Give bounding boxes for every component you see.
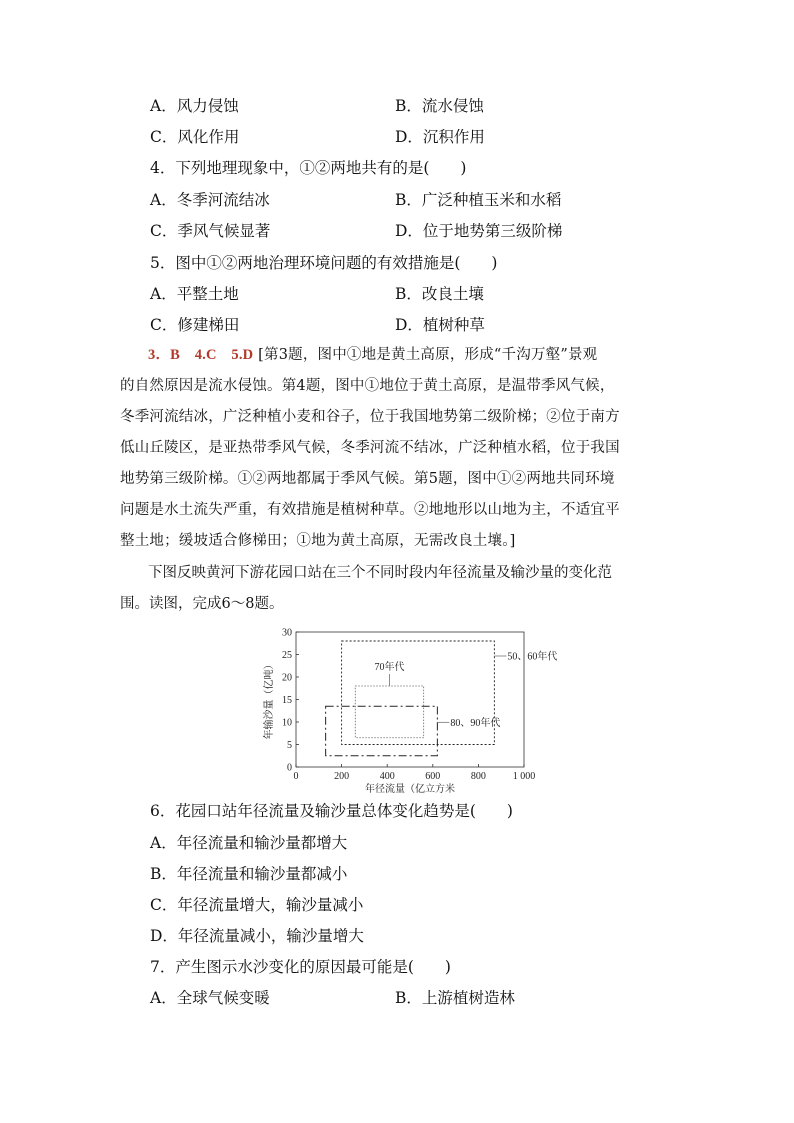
intro-line-1: 下图反映黄河下游花园口站在三个不同时段内年径流量及输沙量的变化范 [148, 565, 612, 581]
x-tick-label: 800 [470, 771, 486, 782]
intro-text [120, 558, 680, 620]
y-tick-label: 20 [282, 672, 292, 684]
q6-option-a: A．年径流量和输沙量都增大 [150, 834, 348, 852]
q4-stem: 4．下列地理现象中，①②两地共有的是( ) [150, 159, 467, 177]
y-tick-label: 30 [282, 627, 292, 639]
answer-line: 冬季河流结冰，广泛种植小麦和谷子，位于我国地势第二级阶梯；②位于南方 [120, 409, 620, 425]
q7-option-a: A．全球气候变暖 [150, 989, 270, 1007]
q3-option-c: C．风化作用 [150, 128, 240, 146]
q4-option-a: A．冬季河流结冰 [150, 191, 270, 209]
q5-stem: 5．图中①②两地治理环境问题的有效措施是( ) [150, 254, 498, 272]
q6-option-d: D．年径流量减小，输沙量增大 [150, 927, 364, 945]
answer-line: 的自然原因是流水侵蚀。第4题，图中①地位于黄土高原，是温带季风气候， [120, 378, 615, 394]
x-tick-label: 0 [293, 771, 299, 782]
q3-option-b: B．流水侵蚀 [395, 97, 484, 115]
q5-option-d: D．植树种草 [395, 316, 485, 334]
series-label: 50、60年代 [507, 651, 558, 663]
q5-option-c: C．修建梯田 [150, 316, 240, 334]
plot-frame [296, 632, 524, 767]
y-axis-label: 年输沙量（亿吨） [264, 659, 275, 740]
y-tick-label: 10 [282, 717, 292, 729]
q4-option-c: C．季风气候显著 [150, 222, 271, 240]
q6-option-c: C．年径流量增大，输沙量减小 [150, 896, 364, 914]
range-box-0 [342, 641, 495, 745]
y-tick-label: 5 [287, 740, 292, 751]
x-tick-label: 1 000 [512, 771, 536, 782]
answer-line: 地势第三级阶梯。①②两地都属于季风气候。第5题，图中①②两地共同环境 [120, 471, 615, 487]
q4-option-d: D．位于地势第三级阶梯 [395, 222, 563, 240]
x-tick-label: 200 [334, 771, 350, 782]
x-axis-label: 年径流量（亿立方米 [365, 784, 455, 795]
range-box-2 [326, 706, 438, 756]
y-tick-label: 25 [282, 650, 292, 661]
q5-option-a: A．平整土地 [150, 285, 239, 303]
runoff-sediment-chart [262, 622, 558, 795]
intro-line-2: 围。读图，完成6～8题。 [120, 596, 284, 612]
q7-stem: 7．产生图示水沙变化的原因最可能是( ) [150, 958, 451, 976]
answer-line-1 [120, 340, 680, 371]
series-label: 80、90年代 [450, 717, 501, 729]
y-tick-label: 15 [282, 695, 292, 706]
range-box-1 [355, 686, 423, 738]
x-tick-label: 400 [379, 771, 395, 782]
q6-option-b: B．年径流量和输沙量都减小 [150, 865, 348, 883]
answer-line: 问题是水土流失严重，有效措施是植树种草。②地地形以山地为主，不适宜平 [120, 502, 620, 518]
q3-option-d: D．沉积作用 [395, 128, 485, 146]
q5-option-b: B．改良土壤 [395, 285, 484, 303]
answer-explanation [120, 340, 680, 557]
answer-key: 3．B 4.C 5.D [148, 347, 254, 363]
answer-text-first: [第3题，图中①地是黄土高原，形成“千沟万壑”景观 [258, 347, 598, 363]
q4-option-b: B．广泛种植玉米和水稻 [395, 191, 562, 209]
answer-line: 整土地；缓坡适合修梯田；①地为黄土高原，无需改良土壤。] [120, 533, 516, 549]
q6-stem: 6．花园口站年径流量及输沙量总体变化趋势是( ) [150, 802, 513, 820]
q7-option-b: B．上游植树造林 [395, 989, 515, 1007]
q3-option-a: A．风力侵蚀 [150, 97, 239, 115]
y-tick-label: 0 [287, 762, 292, 774]
series-label: 70年代 [374, 662, 405, 673]
x-tick-label: 600 [425, 771, 441, 782]
answer-line: 低山丘陵区，是亚热带季风气候，冬季河流不结冰，广泛种植水稻，位于我国 [120, 440, 620, 456]
